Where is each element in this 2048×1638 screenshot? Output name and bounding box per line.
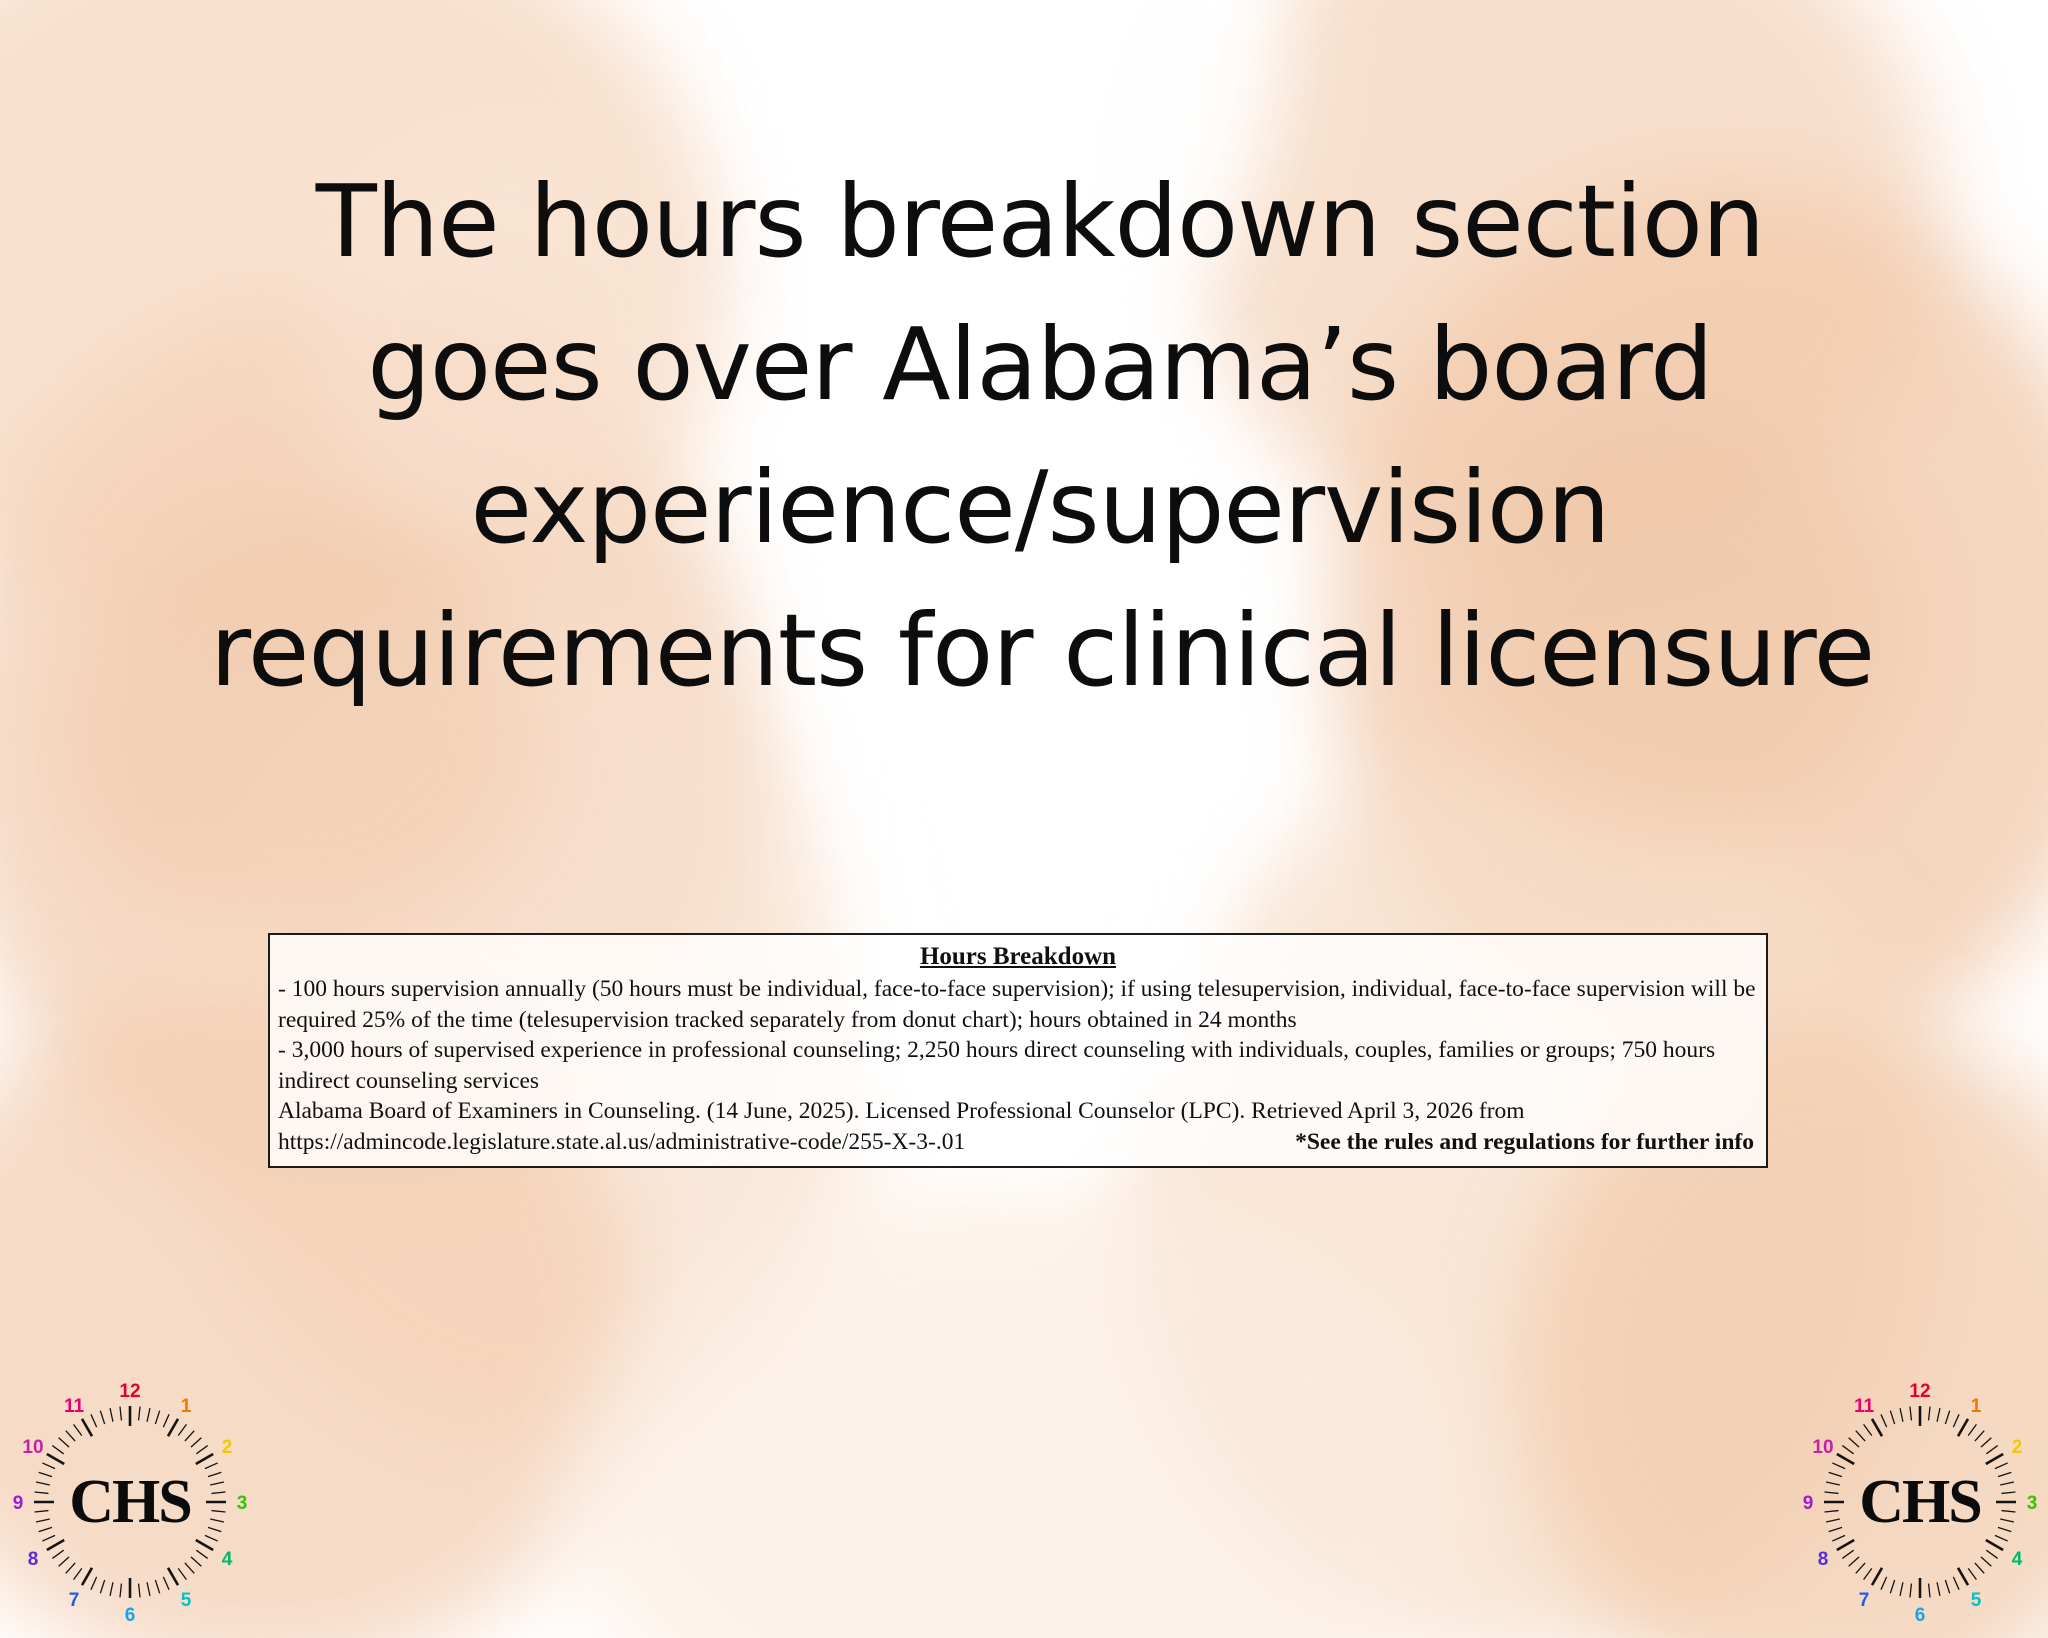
chs-clock-logo-left bbox=[10, 1382, 250, 1622]
svg-text:CHS: CHS bbox=[1859, 1468, 1981, 1536]
chs-clock-logo-right bbox=[1800, 1382, 2040, 1622]
svg-text:11: 11 bbox=[1853, 1396, 1875, 1418]
slide-title-line-4: requirements for clinical licensure bbox=[210, 592, 1875, 709]
svg-text:7: 7 bbox=[1858, 1589, 1870, 1611]
slide-title bbox=[210, 150, 1875, 722]
svg-text:6: 6 bbox=[1914, 1605, 1926, 1622]
svg-text:2: 2 bbox=[221, 1437, 233, 1458]
svg-text:12: 12 bbox=[1909, 1382, 1931, 1402]
svg-text:7: 7 bbox=[68, 1589, 80, 1611]
svg-text:12: 12 bbox=[119, 1382, 141, 1402]
svg-text:4: 4 bbox=[221, 1549, 233, 1570]
svg-text:4: 4 bbox=[2011, 1549, 2023, 1570]
svg-text:9: 9 bbox=[1802, 1493, 1814, 1514]
hours-breakdown-bullet-1: - 100 hours supervision annually (50 hours must be individual, face-to-face supervision); if using telesupervision, individual, face-to-face supervision will be required 25% of the time (telesupervision tracked separately from donut chart); hours obtained in 24 months bbox=[278, 976, 1756, 1033]
hours-breakdown-citation: Alabama Board of Examiners in Counseling. (14 June, 2025). Licensed Professional Counselor (LPC). Retrieved April 3, 2026 from bbox=[278, 1098, 1525, 1125]
svg-text:11: 11 bbox=[63, 1396, 85, 1418]
rules-note: *See the rules and regulations for further info bbox=[1295, 1128, 1754, 1155]
source-url[interactable]: https://admincode.legislature.state.al.us/administrative-code/255-X-3-.01 bbox=[278, 1128, 966, 1155]
slide-title-line-2: goes over Alabama’s board bbox=[367, 306, 1713, 423]
hours-breakdown-bullet-2: - 3,000 hours of supervised experience in professional counseling; 2,250 hours direct counseling with individuals, couples, families or groups; 750 hours indirect counseling services bbox=[278, 1037, 1716, 1094]
svg-text:8: 8 bbox=[1817, 1549, 1829, 1570]
svg-text:1: 1 bbox=[1970, 1396, 1982, 1418]
svg-text:8: 8 bbox=[27, 1549, 39, 1570]
svg-text:3: 3 bbox=[236, 1493, 248, 1514]
hours-breakdown-footer bbox=[278, 1127, 1758, 1158]
svg-text:2: 2 bbox=[2011, 1437, 2023, 1458]
svg-text:1: 1 bbox=[180, 1396, 192, 1418]
svg-text:5: 5 bbox=[1970, 1589, 1982, 1611]
svg-text:10: 10 bbox=[22, 1437, 44, 1458]
slide-title-line-3: experience/supervision bbox=[470, 449, 1610, 566]
slide-title-line-1: The hours breakdown section bbox=[315, 163, 1765, 280]
svg-text:5: 5 bbox=[180, 1589, 192, 1611]
svg-text:6: 6 bbox=[124, 1605, 136, 1622]
svg-text:9: 9 bbox=[12, 1493, 24, 1514]
svg-text:CHS: CHS bbox=[69, 1468, 191, 1536]
svg-text:3: 3 bbox=[2026, 1493, 2038, 1514]
svg-text:10: 10 bbox=[1812, 1437, 1834, 1458]
hours-breakdown-panel bbox=[268, 933, 1768, 1168]
hours-breakdown-title: Hours Breakdown bbox=[919, 943, 1117, 970]
